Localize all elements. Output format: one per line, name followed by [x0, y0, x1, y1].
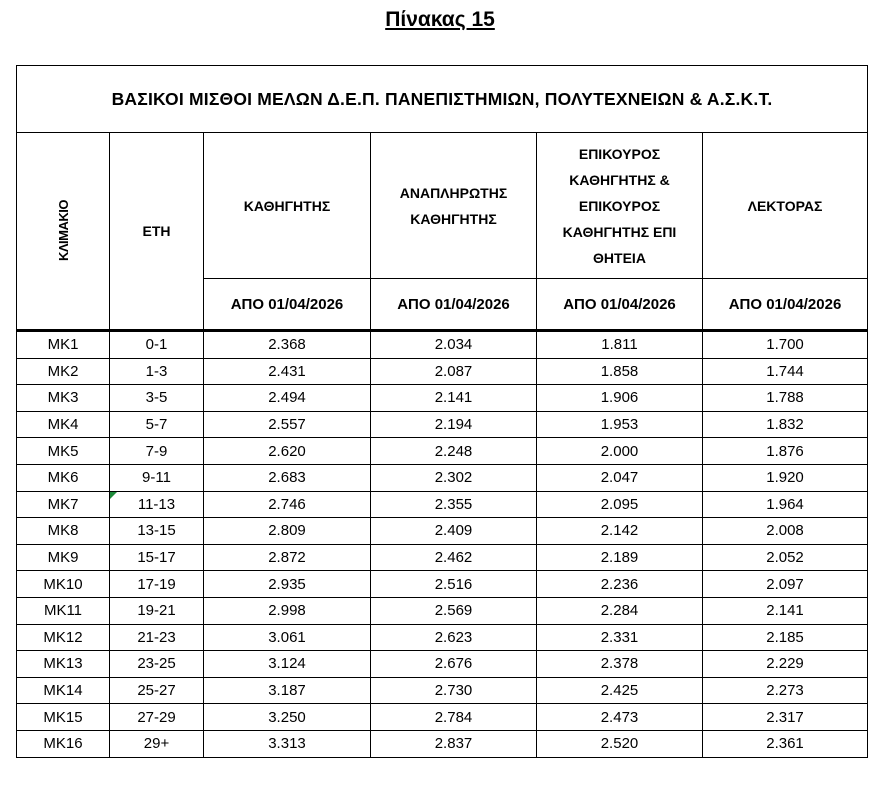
table-row	[17, 411, 868, 438]
klimakio-cell: ΜΚ11	[17, 597, 110, 624]
eti-cell: 9-11	[110, 464, 204, 491]
eti-cell: 15-17	[110, 544, 204, 571]
lektoras-cell: 2.008	[703, 518, 868, 545]
lektoras-cell: 2.141	[703, 597, 868, 624]
table-row	[17, 651, 868, 678]
anaplirotis-cell: 2.141	[371, 385, 537, 412]
klimakio-cell: ΜΚ5	[17, 438, 110, 465]
table-row	[17, 518, 868, 545]
kathigitis-cell: 2.683	[204, 464, 371, 491]
eti-cell: 5-7	[110, 411, 204, 438]
lektoras-cell: 2.273	[703, 677, 868, 704]
table-row	[17, 464, 868, 491]
lektoras-cell: 2.229	[703, 651, 868, 678]
eti-cell	[110, 491, 204, 518]
epikouros-cell: 2.331	[537, 624, 703, 651]
epikouros-cell: 2.520	[537, 730, 703, 757]
table-row	[17, 438, 868, 465]
table-row	[17, 597, 868, 624]
eti-cell: 7-9	[110, 438, 204, 465]
eti-cell: 27-29	[110, 704, 204, 731]
table-row	[17, 624, 868, 651]
lektoras-cell: 2.361	[703, 730, 868, 757]
eti-cell: 25-27	[110, 677, 204, 704]
klimakio-cell: ΜΚ12	[17, 624, 110, 651]
lektoras-cell: 1.964	[703, 491, 868, 518]
epikouros-cell: 2.425	[537, 677, 703, 704]
lektoras-cell: 2.317	[703, 704, 868, 731]
anaplirotis-cell: 2.676	[371, 651, 537, 678]
eti-cell: 1-3	[110, 358, 204, 385]
anaplirotis-cell: 2.409	[371, 518, 537, 545]
header-date-epikouros: ΑΠΟ 01/04/2026	[537, 279, 703, 331]
klimakio-cell: ΜΚ1	[17, 331, 110, 359]
anaplirotis-cell: 2.569	[371, 597, 537, 624]
klimakio-cell: ΜΚ13	[17, 651, 110, 678]
anaplirotis-cell: 2.784	[371, 704, 537, 731]
epikouros-cell: 2.284	[537, 597, 703, 624]
kathigitis-cell: 2.494	[204, 385, 371, 412]
anaplirotis-cell: 2.087	[371, 358, 537, 385]
kathigitis-cell: 2.998	[204, 597, 371, 624]
kathigitis-cell: 2.746	[204, 491, 371, 518]
klimakio-cell: ΜΚ8	[17, 518, 110, 545]
kathigitis-cell: 3.313	[204, 730, 371, 757]
table-row	[17, 331, 868, 359]
klimakio-cell: ΜΚ15	[17, 704, 110, 731]
anaplirotis-cell: 2.034	[371, 331, 537, 359]
header-klimakio-label: ΚΛΙΜΑΚΙΟ	[55, 200, 71, 261]
lektoras-cell: 2.097	[703, 571, 868, 598]
klimakio-cell: ΜΚ9	[17, 544, 110, 571]
eti-cell: 23-25	[110, 651, 204, 678]
header-date-lektoras: ΑΠΟ 01/04/2026	[703, 279, 868, 331]
anaplirotis-cell: 2.730	[371, 677, 537, 704]
kathigitis-cell: 3.250	[204, 704, 371, 731]
kathigitis-cell: 3.061	[204, 624, 371, 651]
epikouros-cell: 1.811	[537, 331, 703, 359]
klimakio-cell: ΜΚ4	[17, 411, 110, 438]
eti-cell: 21-23	[110, 624, 204, 651]
header-eti: ΕΤΗ	[110, 133, 204, 331]
kathigitis-cell: 2.368	[204, 331, 371, 359]
kathigitis-cell: 2.872	[204, 544, 371, 571]
epikouros-cell: 2.000	[537, 438, 703, 465]
lektoras-cell: 1.744	[703, 358, 868, 385]
table-row	[17, 358, 868, 385]
klimakio-cell: ΜΚ14	[17, 677, 110, 704]
cell-text: 11-13	[137, 495, 176, 513]
header-anaplirotis: ΑΝΑΠΛΗΡΩΤΗΣ ΚΑΘΗΓΗΤΗΣ	[371, 133, 537, 279]
lektoras-cell: 1.832	[703, 411, 868, 438]
anaplirotis-cell: 2.837	[371, 730, 537, 757]
kathigitis-cell: 2.935	[204, 571, 371, 598]
table-row	[17, 730, 868, 757]
epikouros-cell: 1.906	[537, 385, 703, 412]
eti-cell: 0-1	[110, 331, 204, 359]
eti-cell: 19-21	[110, 597, 204, 624]
lektoras-cell: 1.876	[703, 438, 868, 465]
anaplirotis-cell: 2.623	[371, 624, 537, 651]
header-klimakio	[17, 133, 110, 331]
kathigitis-cell: 2.431	[204, 358, 371, 385]
eti-cell: 17-19	[110, 571, 204, 598]
anaplirotis-cell: 2.355	[371, 491, 537, 518]
epikouros-cell: 2.189	[537, 544, 703, 571]
kathigitis-cell: 3.187	[204, 677, 371, 704]
klimakio-cell: ΜΚ7	[17, 491, 110, 518]
lektoras-cell: 1.920	[703, 464, 868, 491]
kathigitis-cell: 2.620	[204, 438, 371, 465]
table-row	[17, 571, 868, 598]
kathigitis-cell: 2.809	[204, 518, 371, 545]
epikouros-cell: 2.095	[537, 491, 703, 518]
eti-cell: 3-5	[110, 385, 204, 412]
table-banner: ΒΑΣΙΚΟΙ ΜΙΣΘΟΙ ΜΕΛΩΝ Δ.Ε.Π. ΠΑΝΕΠΙΣΤΗΜΙΩΝ, ΠΟΛΥΤΕΧΝΕΙΩΝ & Α.Σ.Κ.Τ.	[17, 66, 868, 133]
page-title: Πίνακας 15	[385, 8, 495, 31]
lektoras-cell: 1.788	[703, 385, 868, 412]
anaplirotis-cell: 2.462	[371, 544, 537, 571]
table-row	[17, 677, 868, 704]
table-row	[17, 544, 868, 571]
klimakio-cell: ΜΚ2	[17, 358, 110, 385]
epikouros-cell: 2.047	[537, 464, 703, 491]
cell-comment-marker	[110, 492, 117, 499]
anaplirotis-cell: 2.194	[371, 411, 537, 438]
klimakio-cell: ΜΚ3	[17, 385, 110, 412]
eti-cell: 13-15	[110, 518, 204, 545]
table-body	[17, 331, 868, 758]
klimakio-cell: ΜΚ10	[17, 571, 110, 598]
epikouros-cell: 2.236	[537, 571, 703, 598]
table-row	[17, 385, 868, 412]
eti-cell: 29+	[110, 730, 204, 757]
anaplirotis-cell: 2.248	[371, 438, 537, 465]
header-epikouros: ΕΠΙΚΟΥΡΟΣ ΚΑΘΗΓΗΤΗΣ & ΕΠΙΚΟΥΡΟΣ ΚΑΘΗΓΗΤΗΣ ΕΠΙ ΘΗΤΕΙΑ	[537, 133, 703, 279]
epikouros-cell: 2.378	[537, 651, 703, 678]
table-row	[17, 704, 868, 731]
klimakio-cell: ΜΚ16	[17, 730, 110, 757]
klimakio-cell: ΜΚ6	[17, 464, 110, 491]
header-lektoras: ΛΕΚΤΟΡΑΣ	[703, 133, 868, 279]
kathigitis-cell: 2.557	[204, 411, 371, 438]
anaplirotis-cell: 2.302	[371, 464, 537, 491]
table-row	[17, 491, 868, 518]
lektoras-cell: 2.052	[703, 544, 868, 571]
epikouros-cell: 2.142	[537, 518, 703, 545]
header-date-anaplirotis: ΑΠΟ 01/04/2026	[371, 279, 537, 331]
lektoras-cell: 1.700	[703, 331, 868, 359]
epikouros-cell: 1.953	[537, 411, 703, 438]
epikouros-cell: 1.858	[537, 358, 703, 385]
kathigitis-cell: 3.124	[204, 651, 371, 678]
lektoras-cell: 2.185	[703, 624, 868, 651]
epikouros-cell: 2.473	[537, 704, 703, 731]
salary-table	[16, 65, 868, 758]
header-kathigitis: ΚΑΘΗΓΗΤΗΣ	[204, 133, 371, 279]
header-date-kathigitis: ΑΠΟ 01/04/2026	[204, 279, 371, 331]
anaplirotis-cell: 2.516	[371, 571, 537, 598]
